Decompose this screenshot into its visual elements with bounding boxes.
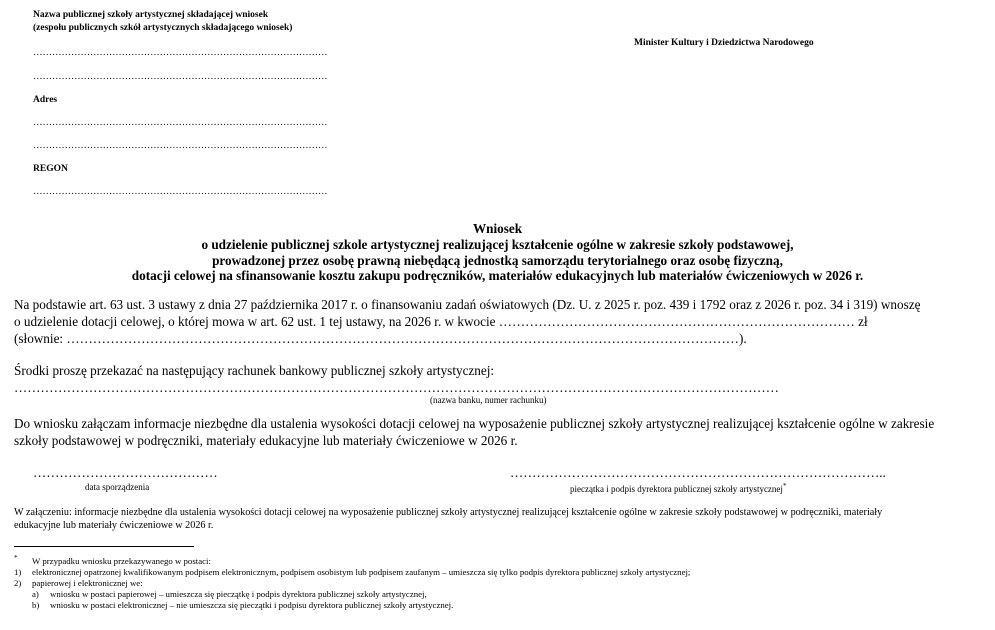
footnote-item-2-number: 2) — [14, 578, 22, 588]
date-field[interactable]: …………………………………… — [33, 465, 218, 480]
signature-field[interactable]: ………………………………………………………………………….. — [510, 465, 886, 480]
recipient-minister: Minister Kultury i Dziedzictwa Narodowego — [634, 38, 814, 48]
attachment-statement-line-1: Do wniosku załączam informacje niezbędne dla ustalenia wysokości dotacji celowej na wyposażenie publicznej szkoły artystycznej realizującej kształcenie ogólne w zakresie — [14, 416, 935, 431]
school-name-field-1[interactable]: ………………………………………………………………………………… — [33, 48, 328, 58]
signature-caption-text: pieczątka i podpis dyrektora publicznej szkoły artystycznej — [570, 484, 783, 494]
attachment-note-line-2: edukacyjne lub materiały ćwiczeniowe w 2026 r. — [14, 520, 214, 531]
footnote-separator — [14, 546, 194, 547]
footnote-item-2b-letter: b) — [32, 600, 40, 610]
date-caption: data sporządzenia — [85, 482, 150, 492]
bank-account-text: Środki proszę przekazać na następujący rachunek bankowy publicznej szkoły artystycznej: — [14, 363, 495, 378]
attachment-note-line-1: W załączeniu: informacje niezbędne dla ustalenia wysokości dotacji celowej na wyposażenie publicznej szkoły artystycznej realizującej kształcenie ogólne w zakresie szkoły podstawowej w podręczniki, materiały — [14, 507, 883, 518]
title-line-3: prowadzonej przez osobę prawną niebędącą jednostką samorządu terytorialnego oraz osobę fizyczną, — [212, 253, 783, 268]
address-field-2[interactable]: ………………………………………………………………………………… — [33, 141, 328, 151]
address-label: Adres — [33, 95, 58, 105]
regon-label: REGON — [33, 164, 68, 174]
bank-account-field[interactable]: ………………………………………………………………………………………………………………………………………………………… — [14, 380, 779, 395]
attachment-statement-line-2: szkoły podstawowej w podręczniki, materiały edukacyjne lub materiały ćwiczeniowe w 2026 r. — [14, 433, 518, 448]
footnote-intro: W przypadku wniosku przekazywanego w postaci: — [32, 556, 211, 566]
title-wniosek: Wniosek — [472, 221, 523, 236]
footnote-item-2: papierowej i elektronicznej we: — [32, 578, 143, 588]
school-name-label-sub: (zespołu publicznych szkół artystycznych składającego wniosek) — [33, 23, 293, 33]
footnote-item-2a-letter: a) — [32, 589, 39, 599]
request-text-line-2: o udzielenie dotacji celowej, o której mowa w art. 62 ust. 1 tej ustawy, na 2026 r. w kwocie ……………………………………………………………………… zł — [14, 314, 868, 329]
signature-caption — [570, 482, 786, 494]
school-name-field-2[interactable]: ………………………………………………………………………………… — [33, 72, 328, 82]
footnote-item-1: elektronicznej opatrzonej kwalifikowanym podpisem elektronicznym, podpisem osobistym lub podpisem zaufanym – umieszcza się tylko podpis dyrektora publicznej szkoły artystycznej; — [32, 567, 691, 577]
footnote-item-2b: wniosku w postaci elektronicznej – nie umieszcza się pieczątki i podpisu dyrektora publicznej szkoły artystycznej. — [50, 600, 454, 610]
request-text-line-1: Na podstawie art. 63 ust. 3 ustawy z dnia 27 października 2017 r. o finansowaniu zadań oświatowych (Dz. U. z 2025 r. poz. 439 i 1792 oraz z 2026 r. poz. 34 i 319) wnoszę — [14, 297, 921, 312]
request-text-line-3: (słownie: ………………………………………………………………………………………………………………………………………). — [14, 331, 747, 346]
title-line-4: dotacji celowej na sfinansowanie kosztu zakupu podręczników, materiałów edukacyjnych lub materiałów ćwiczeniowych w 2026 r. — [131, 268, 864, 283]
title-line-2: o udzielenie publicznej szkole artystycznej realizującej kształcenie ogólne w zakresie szkoły podstawowej, — [201, 237, 794, 252]
school-name-label: Nazwa publicznej szkoły artystycznej składającej wniosek — [33, 10, 269, 20]
bank-account-caption: (nazwa banku, numer rachunku) — [430, 395, 547, 405]
regon-field[interactable]: ………………………………………………………………………………… — [33, 187, 328, 197]
footnote-item-1-number: 1) — [14, 567, 22, 577]
address-field-1[interactable]: ………………………………………………………………………………… — [33, 118, 328, 128]
footnote-mark: * — [14, 554, 18, 562]
footnote-item-2a: wniosku w postaci papierowej – umieszcza się pieczątkę i podpis dyrektora publicznej szkoły artystycznej, — [50, 589, 427, 599]
signature-footnote-mark: * — [782, 482, 787, 490]
